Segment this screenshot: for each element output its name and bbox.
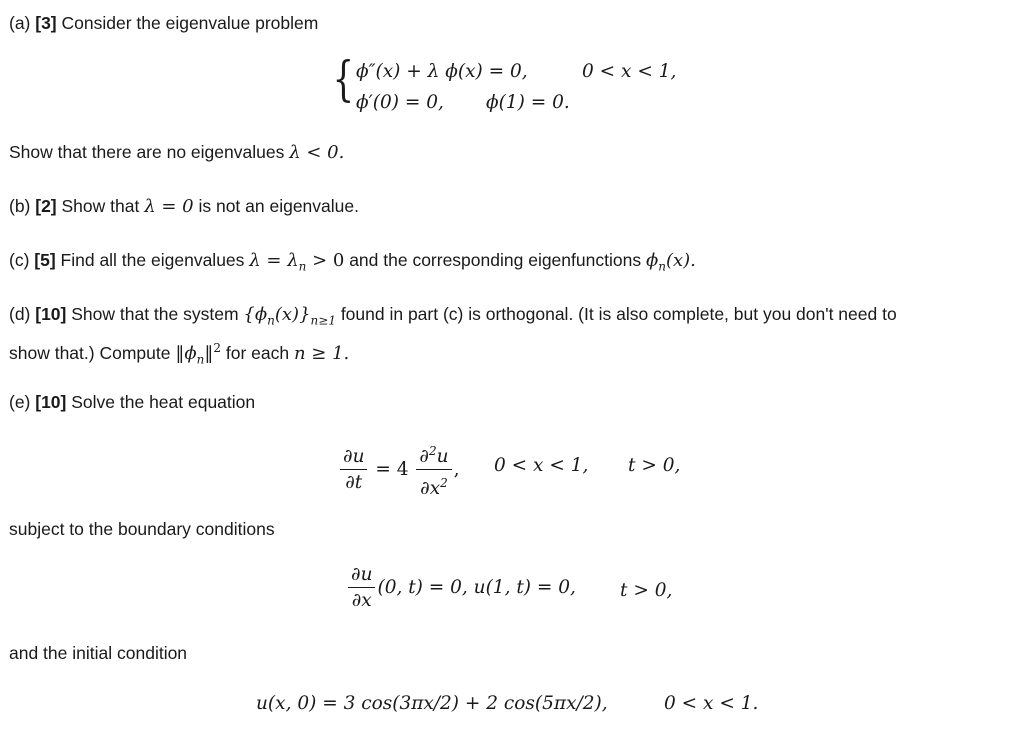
d2u-u: u bbox=[436, 446, 449, 468]
bc-dx-denominator: ∂x bbox=[351, 590, 372, 611]
part-d-line-1 bbox=[9, 303, 897, 332]
part-a-follow-math: λ < 0. bbox=[289, 142, 345, 163]
part-c-math-phi: ϕ bbox=[645, 250, 659, 271]
part-e-points: [10] bbox=[35, 392, 67, 412]
part-d-text-before: Show that the system bbox=[66, 304, 244, 324]
d2u-partial: ∂ bbox=[419, 446, 429, 468]
dx2-denominator bbox=[417, 470, 451, 500]
du-numerator: ∂u bbox=[340, 446, 367, 470]
part-b-text-before: Show that bbox=[56, 196, 145, 216]
part-a-label: (a) bbox=[9, 13, 36, 33]
dx2-exponent: 2 bbox=[440, 476, 448, 491]
ode-line-1: ϕ″(x) + λ ϕ(x) = 0, bbox=[356, 61, 528, 82]
part-c-math-gt: > 0 bbox=[306, 250, 345, 271]
ic-domain: 0 < x < 1. bbox=[664, 693, 759, 714]
part-a-text: Consider the eigenvalue problem bbox=[56, 13, 319, 33]
part-d-math-norm-close: ‖ bbox=[204, 342, 214, 364]
ode-domain: 0 < x < 1, bbox=[582, 61, 677, 82]
part-b-math: λ = 0 bbox=[144, 196, 194, 217]
pde-comma: , bbox=[453, 459, 460, 481]
dx2-partial: ∂x bbox=[420, 478, 441, 500]
part-d-math-norm-sub: n bbox=[196, 352, 205, 367]
part-d-text-after: found in part (c) is orthogonal. (It is also complete, but you don't need to bbox=[335, 304, 897, 324]
d2u-exponent: 2 bbox=[429, 444, 437, 458]
heat-equation bbox=[338, 440, 459, 500]
d2u-dx2-fraction bbox=[416, 440, 451, 500]
ode-bc-right: ϕ(1) = 0. bbox=[486, 92, 570, 113]
du-dx-fraction bbox=[348, 564, 375, 612]
part-d-points: [10] bbox=[35, 304, 67, 324]
part-d-math-norm: ‖ϕ bbox=[175, 342, 197, 364]
part-d-math-sq: 2 bbox=[213, 341, 221, 355]
part-a-points: [3] bbox=[35, 13, 57, 33]
bc-domain-t: t > 0, bbox=[620, 580, 673, 601]
part-c-math-n: n bbox=[298, 259, 307, 274]
pde-equals: = 4 bbox=[375, 459, 409, 481]
dt-denominator: ∂t bbox=[345, 472, 363, 494]
part-e-heading bbox=[9, 391, 255, 413]
bc-rest: (0, t) = 0, u(1, t) = 0, bbox=[377, 577, 576, 598]
part-d-math-set-index: n≥1 bbox=[310, 313, 336, 328]
part-c-text-mid: and the corresponding eigenfunctions bbox=[344, 250, 646, 270]
ic-text: and the initial condition bbox=[9, 643, 188, 663]
d2u-numerator bbox=[416, 440, 451, 470]
part-c-math-lambda: λ = λ bbox=[249, 250, 299, 271]
part-b-label: (b) bbox=[9, 196, 36, 216]
pde-domain-x: 0 < x < 1, bbox=[494, 455, 589, 476]
part-c-points: [5] bbox=[34, 250, 56, 270]
part-c-text-before: Find all the eigenvalues bbox=[55, 250, 250, 270]
part-c-math-phi-sub: n bbox=[658, 259, 666, 274]
du-dt-fraction bbox=[340, 446, 367, 494]
part-a-follow-text: Show that there are no eigenvalues bbox=[9, 142, 290, 162]
part-c-math-phi-arg: (x). bbox=[665, 250, 696, 271]
part-c bbox=[9, 249, 696, 278]
bc-du-numerator: ∂u bbox=[348, 564, 375, 588]
pde-domain-t: t > 0, bbox=[628, 455, 681, 476]
system-brace: { bbox=[332, 51, 354, 107]
ode-bc-left: ϕ′(0) = 0, bbox=[356, 92, 444, 113]
part-d-math-set: {ϕ bbox=[243, 304, 268, 325]
part-e-label: (e) bbox=[9, 392, 36, 412]
bc-text: subject to the boundary conditions bbox=[9, 519, 275, 539]
part-e-text: Solve the heat equation bbox=[66, 392, 256, 412]
part-a-heading bbox=[9, 12, 318, 34]
part-b bbox=[9, 195, 359, 218]
part-b-text-after: is not an eigenvalue. bbox=[193, 196, 359, 216]
part-d-math-set-sub: n bbox=[267, 313, 275, 328]
part-d-math-n: n ≥ 1. bbox=[293, 342, 350, 364]
part-d-label: (d) bbox=[9, 304, 36, 324]
part-b-points: [2] bbox=[35, 196, 57, 216]
part-d-line2-text: show that.) Compute bbox=[9, 342, 176, 363]
part-d-line2-text-mid: for each bbox=[220, 342, 294, 363]
boundary-conditions bbox=[346, 564, 576, 612]
part-c-label: (c) bbox=[9, 250, 35, 270]
initial-condition: u(x, 0) = 3 cos(3πx/2) + 2 cos(5πx/2), bbox=[256, 693, 608, 714]
part-a-follow bbox=[9, 141, 344, 164]
part-d-math-set-rest: (x)} bbox=[274, 304, 311, 325]
part-d-line-2 bbox=[9, 337, 349, 370]
